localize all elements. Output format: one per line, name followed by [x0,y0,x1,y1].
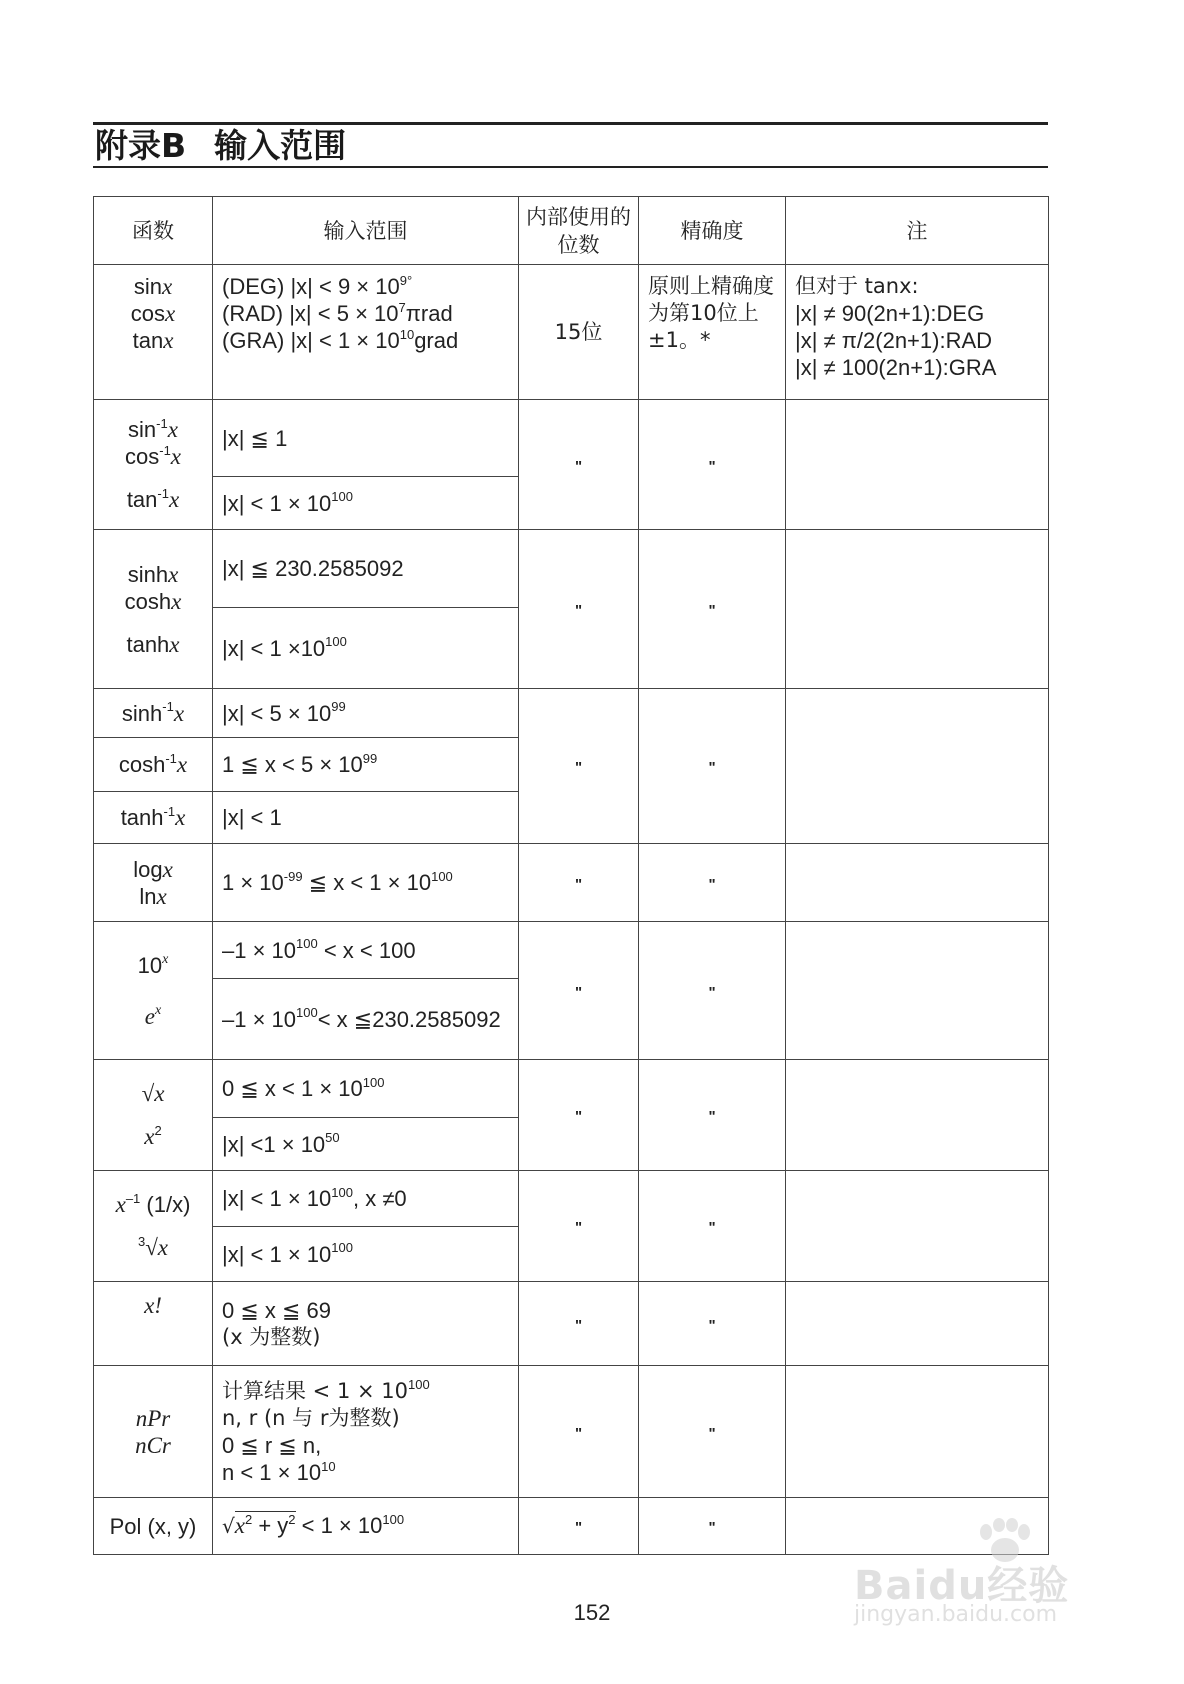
recip-digits: " [519,1171,639,1282]
header-range: 输入范围 [213,197,519,265]
appendix-label: 附录B [95,126,187,165]
root-note [786,1060,1049,1171]
table-row-recip-a [94,1171,1049,1227]
exp-range-2: $-1 \times 10^{100}< x$ ≦230.2585092 [213,979,519,1060]
invtrig-accuracy: " [639,400,786,530]
invhyp-range-1: $|x| < 5 \times 10^{99}$ [213,689,519,738]
table-row-perm [94,1366,1049,1498]
table-row-invhyp-a [94,689,1049,738]
trig-accuracy: 原则上精确度为第10位上±1。* [639,265,786,400]
hyp-range-1: |x| ≦ 230.2585092 [213,530,519,608]
table-header-row [94,197,1049,265]
invhyp-accuracy: " [639,689,786,844]
trig-range: (DEG) $|x| < 9 \times 10^{9^\circ}$ (RAD) $|x| < 5 \times 10^7\pi rad$ (GRA) $|x| < 1 \times 10^{10}grad$ [213,265,519,400]
heading-rule-bottom [93,166,1048,168]
fact-function: x! [94,1282,213,1366]
pol-function: Pol (x, y) [94,1498,213,1555]
trig-digits: 15位 [519,265,639,400]
table-row-log [94,844,1049,922]
table-row-exp-a [94,922,1049,979]
exp-functions: 10$^x$ $e^x$ [94,922,213,1060]
log-digits: " [519,844,639,922]
trig-functions: sinx cosx tanx [94,265,213,400]
exp-note [786,922,1049,1060]
fact-range: 0 ≦ x ≦ 69 (x 为整数) [213,1282,519,1366]
perm-note [786,1366,1049,1498]
header-accuracy: 精确度 [639,197,786,265]
hyp-note [786,530,1049,689]
recip-functions: $x^{-1}$ (1/x) $^3$√x [94,1171,213,1282]
pol-accuracy: " [639,1498,786,1555]
invhyp-range-2: 1 ≦ $x < 5 \times 10^{99}$ [213,738,519,792]
root-functions: √x $x^2$ [94,1060,213,1171]
table-row-hyp-a [94,530,1049,608]
invhyp-fn-sinh: $\sinh^{-1}x$ [94,689,213,738]
log-range: $1 \times 10^{-99}$ ≦ $x < 1 \times 10^{100}$ [213,844,519,922]
recip-accuracy: " [639,1171,786,1282]
page-number: 152 [573,1600,611,1625]
sqrt-icon: √ [222,1514,235,1538]
invtrig-note [786,400,1049,530]
invhyp-fn-cosh: $\cosh^{-1}x$ [94,738,213,792]
hyp-accuracy: " [639,530,786,689]
log-accuracy: " [639,844,786,922]
perm-digits: " [519,1366,639,1498]
exp-accuracy: " [639,922,786,1060]
heading-rule-top [93,122,1048,125]
invhyp-note [786,689,1049,844]
recip-range-1: $|x| < 1 \times 10^{100}$, x ≠0 [213,1171,519,1227]
perm-range: 计算结果 < $1 \times 10^{100}$ n, r (n 与 r为整数) 0 ≦ r ≦ n, $n < 1 \times 10^{10}$ [213,1366,519,1498]
exp-digits: " [519,922,639,1060]
invtrig-range-2: $|x| < 1 \times 10^{100}$ [213,477,519,530]
input-range-table [93,196,1049,1555]
invtrig-range-1: |x| ≦ 1 [213,400,519,477]
hyp-range-2: $|x| < 1 \times 10^{100}$ [213,608,519,689]
table-row-invtrig-a [94,400,1049,477]
log-functions: logx lnx [94,844,213,922]
recip-range-2: $|x| < 1 \times 10^{100}$ [213,1227,519,1282]
fact-accuracy: " [639,1282,786,1366]
table-row-root-a [94,1060,1049,1118]
trig-note: 但对于 tanx: |x| ≠ 90(2n+1):DEG |x| ≠ π/2(2n+1):RAD |x| ≠ 100(2n+1):GRA [786,265,1049,400]
baidu-watermark [854,1518,1114,1628]
log-note [786,844,1049,922]
fact-note [786,1282,1049,1366]
header-digits: 内部使用的位数 [519,197,639,265]
exp-range-1: $-1 \times 10^{100} < x < 100$ [213,922,519,979]
invtrig-digits: " [519,400,639,530]
table-row-trig [94,265,1049,400]
watermark-site: jingyan.baidu.com [854,1602,1058,1627]
pol-range: $√x^2 + y^2 < 1 \times 10^{100}$ [213,1498,519,1555]
invtrig-functions: $\sin^{-1}x$ $\cos^{-1}x$ $\tan^{-1}x$ [94,400,213,530]
hyp-digits: " [519,530,639,689]
root-range-2: $|x| <1 \times 10^{50}$ [213,1118,519,1171]
recip-note [786,1171,1049,1282]
watermark-brand: Baidu经验 [854,1563,1070,1609]
invhyp-fn-tanh: $\tanh^{-1}x$ [94,792,213,844]
page-heading [95,126,1050,166]
perm-accuracy: " [639,1366,786,1498]
pol-digits: " [519,1498,639,1555]
perm-functions: nPr nCr [94,1366,213,1498]
invhyp-range-3: |x| < 1 [213,792,519,844]
root-range-1: 0 ≦ $x < 1 \times 10^{100}$ [213,1060,519,1118]
root-digits: " [519,1060,639,1171]
header-function: 函数 [94,197,213,265]
heading-title: 输入范围 [214,126,347,165]
fact-digits: " [519,1282,639,1366]
table-row-fact [94,1282,1049,1366]
header-note: 注 [786,197,1049,265]
invhyp-digits: " [519,689,639,844]
hyp-functions: sinhx coshx tanhx [94,530,213,689]
root-accuracy: " [639,1060,786,1171]
